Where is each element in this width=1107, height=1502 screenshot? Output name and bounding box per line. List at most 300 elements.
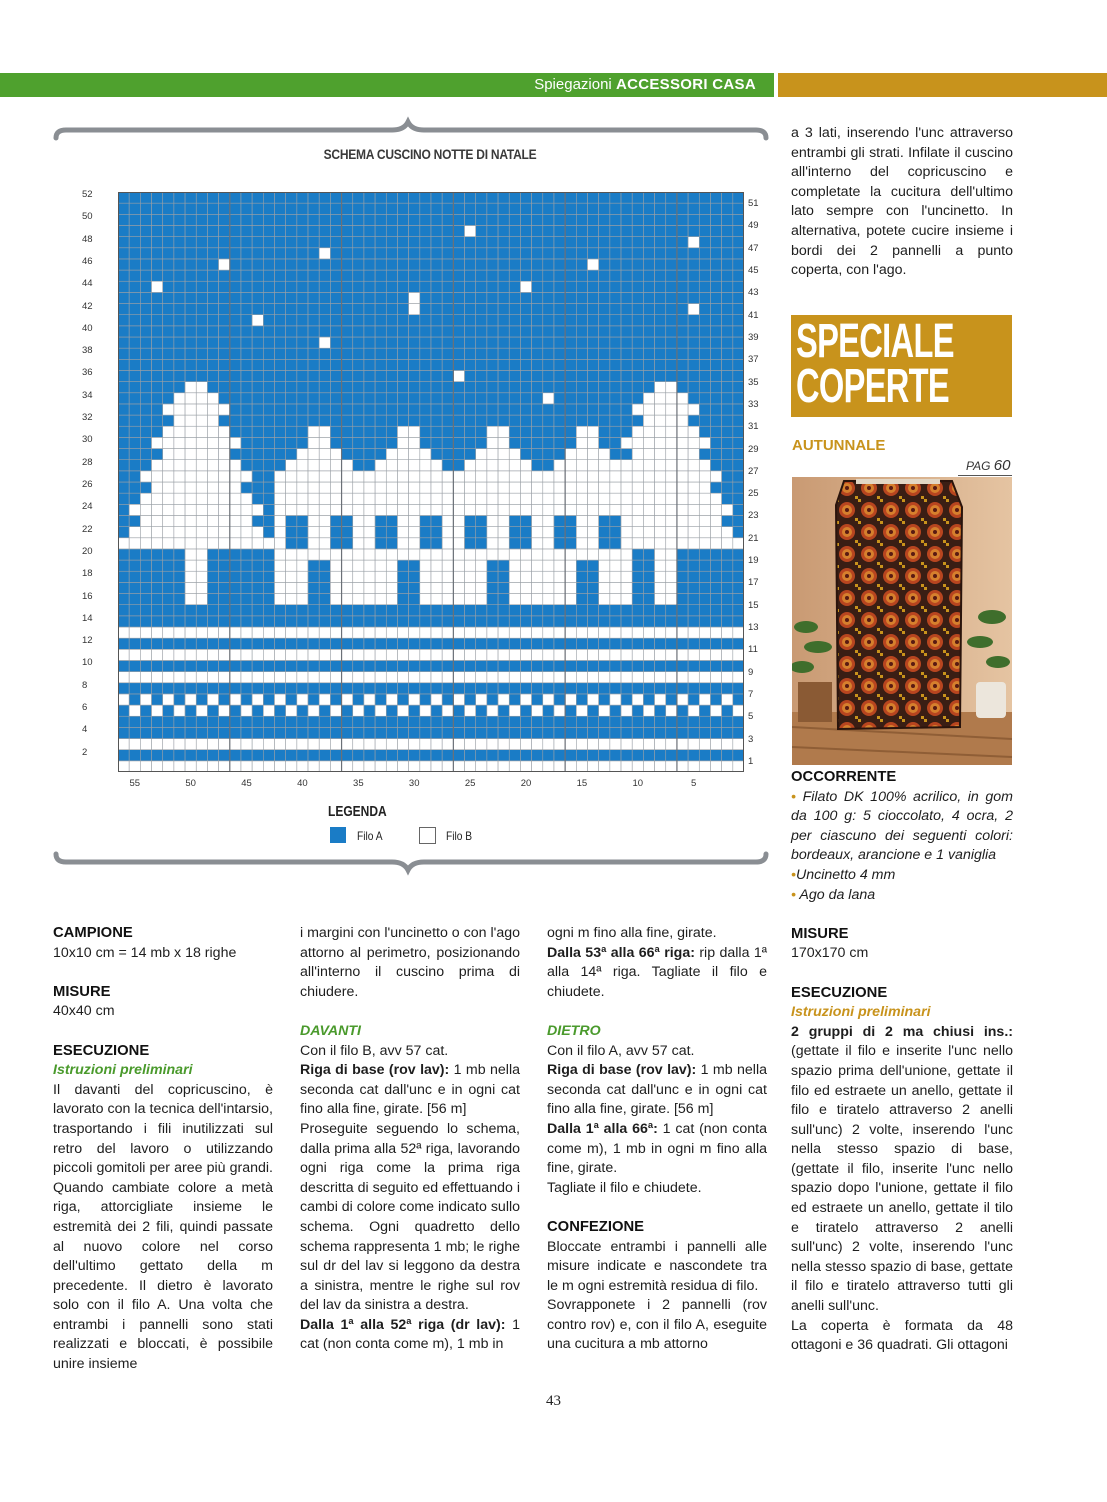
chart-cell [129, 337, 140, 348]
chart-cell [319, 683, 330, 694]
chart-cell [286, 515, 297, 526]
chart-cell [498, 649, 509, 660]
chart-cell [118, 471, 129, 482]
chart-cell [319, 337, 330, 348]
chart-cell [733, 627, 744, 638]
chart-cell [375, 259, 386, 270]
chart-cell [386, 359, 397, 370]
chart-cell [397, 515, 408, 526]
chart-cell [699, 482, 710, 493]
chart-cell [710, 605, 721, 616]
misure-heading-2: MISURE [791, 925, 849, 942]
chart-cell [386, 259, 397, 270]
chart-cell [196, 437, 207, 448]
chart-cell [431, 471, 442, 482]
chart-cell [632, 694, 643, 705]
chart-cell [196, 694, 207, 705]
chart-cell [185, 304, 196, 315]
chart-cell [263, 627, 274, 638]
chart-cell [241, 270, 252, 281]
chart-cell [543, 672, 554, 683]
chart-cell [487, 627, 498, 638]
chart-cell [565, 761, 576, 772]
chart-cell [520, 315, 531, 326]
chart-cell [476, 482, 487, 493]
chart-cell [643, 549, 654, 560]
chart-cell [599, 214, 610, 225]
chart-cell [565, 304, 576, 315]
chart-cell [286, 694, 297, 705]
chart-cell [174, 660, 185, 671]
chart-cell [252, 660, 263, 671]
chart-cell [386, 683, 397, 694]
chart-cell [520, 549, 531, 560]
chart-cell [677, 560, 688, 571]
chart-cell [643, 594, 654, 605]
chart-cell [118, 259, 129, 270]
chart-cell [487, 705, 498, 716]
chart-cell [252, 248, 263, 259]
chart-cell [632, 549, 643, 560]
chart-cell [487, 638, 498, 649]
confezione-text-1: Bloccate entrambi i pannelli alle misure indicate e nascondete tra le m ogni estremità residua di filo. [547, 1238, 767, 1294]
chart-cell [263, 426, 274, 437]
chart-cell [699, 449, 710, 460]
chart-cell [330, 527, 341, 538]
chart-cell [252, 672, 263, 683]
chart-cell [599, 538, 610, 549]
chart-cell [185, 638, 196, 649]
chart-cell [498, 739, 509, 750]
chart-cell [532, 348, 543, 359]
chart-cell [677, 616, 688, 627]
chart-cell [286, 359, 297, 370]
chart-cell [174, 393, 185, 404]
row-label-left: 10 [82, 657, 93, 669]
chart-cell [453, 527, 464, 538]
chart-cell [185, 716, 196, 727]
chart-cell [599, 248, 610, 259]
chart-cell [509, 326, 520, 337]
chart-cell [599, 560, 610, 571]
chart-cell [129, 203, 140, 214]
chart-cell [163, 259, 174, 270]
chart-cell [342, 259, 353, 270]
chart-cell [476, 270, 487, 281]
chart-cell [420, 203, 431, 214]
chart-cell [219, 727, 230, 738]
chart-cell [487, 259, 498, 270]
chart-cell [643, 237, 654, 248]
chart-cell [453, 437, 464, 448]
chart-cell [207, 292, 218, 303]
chart-cell [588, 705, 599, 716]
chart-cell [118, 716, 129, 727]
column-4-top [791, 124, 1013, 281]
chart-cell [129, 560, 140, 571]
chart-cell [431, 571, 442, 582]
chart-cell [733, 471, 744, 482]
chart-cell [129, 605, 140, 616]
chart-cell [498, 504, 509, 515]
chart-cell [252, 281, 263, 292]
chart-cell [252, 192, 263, 203]
chart-cell [431, 482, 442, 493]
chart-cell [174, 605, 185, 616]
chart-cell [230, 404, 241, 415]
chart-cell [498, 560, 509, 571]
chart-cell [621, 449, 632, 460]
chart-cell [543, 203, 554, 214]
chart-cell [118, 649, 129, 660]
chart-cell [308, 638, 319, 649]
chart-cell [118, 549, 129, 560]
chart-cell [621, 248, 632, 259]
chart-cell [677, 203, 688, 214]
chart-cell [699, 594, 710, 605]
chart-cell [588, 225, 599, 236]
chart-cell [532, 382, 543, 393]
chart-cell [554, 660, 565, 671]
chart-cell [386, 638, 397, 649]
chart-cell [219, 605, 230, 616]
chart-cell [230, 337, 241, 348]
chart-cell [185, 560, 196, 571]
chart-cell [185, 594, 196, 605]
chart-cell [610, 538, 621, 549]
chart-cell [230, 694, 241, 705]
chart-cell [353, 460, 364, 471]
chart-cell [308, 437, 319, 448]
chart-cell [733, 616, 744, 627]
chart-cell [353, 660, 364, 671]
chart-cell [554, 493, 565, 504]
chart-cell [532, 582, 543, 593]
chart-cell [666, 571, 677, 582]
chart-cell [397, 192, 408, 203]
chart-cell [230, 370, 241, 381]
chart-cell [252, 370, 263, 381]
chart-cell [163, 605, 174, 616]
chart-cell [330, 515, 341, 526]
chart-cell [733, 538, 744, 549]
chart-cell [487, 694, 498, 705]
chart-cell [543, 515, 554, 526]
chart-cell [465, 493, 476, 504]
chart-cell [196, 515, 207, 526]
chart-cell [431, 382, 442, 393]
chart-cell [599, 527, 610, 538]
chart-cell [554, 515, 565, 526]
chart-cell [666, 214, 677, 225]
chart-cell [733, 705, 744, 716]
chart-cell [152, 549, 163, 560]
chart-cell [722, 359, 733, 370]
chart-cell [330, 370, 341, 381]
chart-cell [588, 694, 599, 705]
chart-cell [364, 281, 375, 292]
chart-cell [140, 393, 151, 404]
chart-cell [241, 460, 252, 471]
chart-cell [487, 582, 498, 593]
chart-cell [174, 214, 185, 225]
chart-cell [699, 337, 710, 348]
chart-cell [375, 672, 386, 683]
chart-cell [655, 437, 666, 448]
chart-cell [498, 571, 509, 582]
chart-cell [576, 594, 587, 605]
chart-cell [364, 270, 375, 281]
chart-cell [543, 471, 554, 482]
chart-cell [230, 237, 241, 248]
chart-cell [118, 292, 129, 303]
chart-cell [453, 761, 464, 772]
chart-cell [163, 460, 174, 471]
chart-cell [599, 638, 610, 649]
chart-cell [431, 225, 442, 236]
chart-cell [174, 694, 185, 705]
chart-cell [666, 694, 677, 705]
chart-cell [576, 660, 587, 671]
chart-cell [632, 582, 643, 593]
chart-cell [152, 404, 163, 415]
chart-cell [431, 348, 442, 359]
chart-cell [330, 359, 341, 370]
chart-cell [241, 449, 252, 460]
chart-cell [688, 270, 699, 281]
chart-cell [520, 716, 531, 727]
chart-cell [375, 705, 386, 716]
chart-cell [453, 382, 464, 393]
chart-cell [219, 460, 230, 471]
chart-cell [319, 605, 330, 616]
chart-cell [632, 482, 643, 493]
chart-cell [688, 727, 699, 738]
chart-cell [196, 426, 207, 437]
chart-cell [286, 382, 297, 393]
chart-cell [565, 504, 576, 515]
chart-cell [610, 493, 621, 504]
chart-cell [297, 382, 308, 393]
chart-cell [655, 571, 666, 582]
chart-cell [364, 315, 375, 326]
chart-cell [163, 672, 174, 683]
chart-cell [420, 515, 431, 526]
chart-cell [699, 426, 710, 437]
chart-cell [655, 683, 666, 694]
chart-cell [185, 203, 196, 214]
chart-cell [129, 281, 140, 292]
column-label: 45 [241, 778, 252, 789]
chart-cell [219, 761, 230, 772]
chart-cell [576, 248, 587, 259]
chart-cell [241, 281, 252, 292]
chart-cell [375, 281, 386, 292]
chart-cell [409, 393, 420, 404]
chart-cell [364, 359, 375, 370]
chart-cell [688, 761, 699, 772]
chart-cell [509, 248, 520, 259]
chart-cell [677, 582, 688, 593]
chart-cell [163, 582, 174, 593]
chart-cell [476, 281, 487, 292]
chart-cell [174, 203, 185, 214]
chart-cell [364, 538, 375, 549]
chart-cell [118, 337, 129, 348]
chart-cell [487, 594, 498, 605]
chart-cell [710, 304, 721, 315]
chart-cell [543, 348, 554, 359]
chart-cell [733, 192, 744, 203]
chart-cell [275, 515, 286, 526]
chart-cell [543, 761, 554, 772]
chart-cell [397, 437, 408, 448]
chart-cell [710, 694, 721, 705]
column-label: 20 [520, 778, 532, 789]
chart-cell [353, 203, 364, 214]
chart-cell [442, 649, 453, 660]
chart-cell [275, 582, 286, 593]
chart-cell [129, 582, 140, 593]
chart-cell [330, 649, 341, 660]
chart-cell [733, 672, 744, 683]
chart-cell [610, 449, 621, 460]
chart-cell [632, 382, 643, 393]
row-label-left: 20 [82, 545, 93, 557]
chart-cell [453, 203, 464, 214]
chart-cell [230, 248, 241, 259]
chart-cell [487, 716, 498, 727]
chart-cell [431, 192, 442, 203]
chart-cell [286, 705, 297, 716]
chart-cell [699, 582, 710, 593]
row-label-left: 52 [82, 189, 93, 200]
chart-cell [118, 605, 129, 616]
chart-cell [219, 348, 230, 359]
chart-cell [207, 237, 218, 248]
page-number: 43 [546, 1393, 561, 1409]
chart-cell [599, 259, 610, 270]
chart-cell [487, 538, 498, 549]
chart-cell [241, 237, 252, 248]
chart-cell [353, 437, 364, 448]
chart-cell [498, 415, 509, 426]
chart-cell [286, 214, 297, 225]
chart-cell [431, 761, 442, 772]
chart-cell [297, 437, 308, 448]
chart-cell [632, 616, 643, 627]
chart-cell [319, 214, 330, 225]
chart-cell [196, 337, 207, 348]
chart-cell [688, 304, 699, 315]
chart-cell [722, 672, 733, 683]
chart-cell [263, 326, 274, 337]
chart-cell [655, 382, 666, 393]
chart-cell [509, 337, 520, 348]
chart-cell [543, 739, 554, 750]
chart-cell [666, 326, 677, 337]
chart-cell [643, 192, 654, 203]
chart-cell [677, 716, 688, 727]
chart-cell [588, 504, 599, 515]
chart-cell [655, 326, 666, 337]
chart-cell [588, 638, 599, 649]
chart-cell [722, 192, 733, 203]
chart-cell [409, 660, 420, 671]
chart-cell [655, 292, 666, 303]
chart-cell [129, 672, 140, 683]
chart-cell [453, 426, 464, 437]
chart-cell [342, 315, 353, 326]
chart-cell [543, 437, 554, 448]
chart-cell [241, 359, 252, 370]
chart-cell [554, 248, 565, 259]
chart-cell [643, 716, 654, 727]
chart-cell [386, 493, 397, 504]
chart-cell [118, 393, 129, 404]
chart-cell [688, 582, 699, 593]
chart-cell [476, 538, 487, 549]
chart-cell [386, 225, 397, 236]
chart-cell [453, 493, 464, 504]
chart-cell [185, 437, 196, 448]
chart-cell [498, 449, 509, 460]
chart-cell [498, 370, 509, 381]
chart-cell [196, 705, 207, 716]
chart-cell [275, 348, 286, 359]
chart-cell [453, 292, 464, 303]
chart-cell [442, 538, 453, 549]
chart-cell [465, 426, 476, 437]
chart-cell [140, 504, 151, 515]
chart-cell [185, 415, 196, 426]
chart-cell [364, 482, 375, 493]
chart-cell [655, 515, 666, 526]
chart-cell [699, 616, 710, 627]
chart-cell [163, 203, 174, 214]
chart-cell [286, 415, 297, 426]
chart-cell [666, 582, 677, 593]
chart-cell [196, 493, 207, 504]
chart-cell [666, 549, 677, 560]
chart-cell [308, 203, 319, 214]
chart-cell [621, 582, 632, 593]
chart-cell [655, 370, 666, 381]
chart-cell [219, 527, 230, 538]
chart-cell [252, 214, 263, 225]
chart-cell [252, 359, 263, 370]
chart-cell [621, 382, 632, 393]
chart-cell [632, 270, 643, 281]
chart-cell [666, 270, 677, 281]
chart-cell [554, 393, 565, 404]
chart-cell [252, 560, 263, 571]
chart-cell [286, 292, 297, 303]
chart-cell [330, 594, 341, 605]
chart-cell [140, 515, 151, 526]
chart-cell [465, 683, 476, 694]
chart-cell [487, 326, 498, 337]
chart-cell [308, 225, 319, 236]
chart-cell [364, 560, 375, 571]
chart-cell [275, 281, 286, 292]
chart-cell [532, 404, 543, 415]
chart-cell [275, 560, 286, 571]
chart-cell [342, 404, 353, 415]
chart-cell [465, 415, 476, 426]
chart-cell [576, 538, 587, 549]
chart-cell [196, 638, 207, 649]
